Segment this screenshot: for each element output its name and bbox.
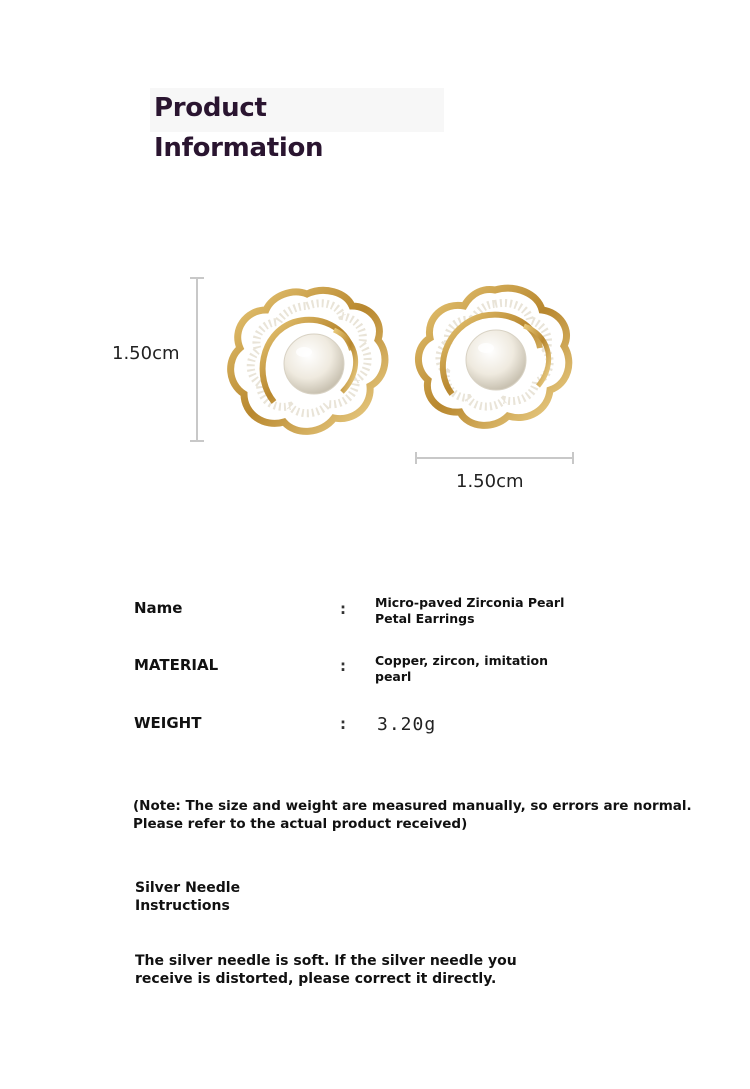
spec-weight-value: 3.20g <box>377 714 437 735</box>
spec-name-label: Name <box>134 599 183 617</box>
spec-weight-label: WEIGHT <box>134 714 202 732</box>
measurement-note: (Note: The size and weight are measured manually, so errors are normal. Please refer to the actual product received) <box>133 798 692 832</box>
earring-side-image <box>412 282 578 438</box>
width-dimension-label: 1.50cm <box>456 471 524 492</box>
width-dimension-line <box>416 457 574 459</box>
spec-material-label: MATERIAL <box>134 656 219 674</box>
earring-front-image <box>224 282 390 438</box>
spec-name-colon: : <box>340 600 346 618</box>
spec-name-value: Micro-paved Zirconia Pearl Petal Earrings <box>375 595 565 626</box>
width-dimension-cap-left <box>415 452 417 464</box>
spec-material-colon: : <box>340 657 346 675</box>
height-dimension-cap-top <box>190 277 204 279</box>
height-dimension-line <box>196 278 198 442</box>
width-dimension-cap-right <box>572 452 574 464</box>
page-title: Product Information <box>150 88 444 132</box>
silver-needle-title: Silver Needle Instructions <box>135 880 241 914</box>
height-dimension-label: 1.50cm <box>112 343 180 364</box>
silver-needle-description: The silver needle is soft. If the silver needle you receive is distorted, please correct it directly. <box>135 953 517 987</box>
spec-weight-colon: : <box>340 715 346 733</box>
spec-material-value: Copper, zircon, imitation pearl <box>375 653 549 684</box>
height-dimension-cap-bottom <box>190 440 204 442</box>
